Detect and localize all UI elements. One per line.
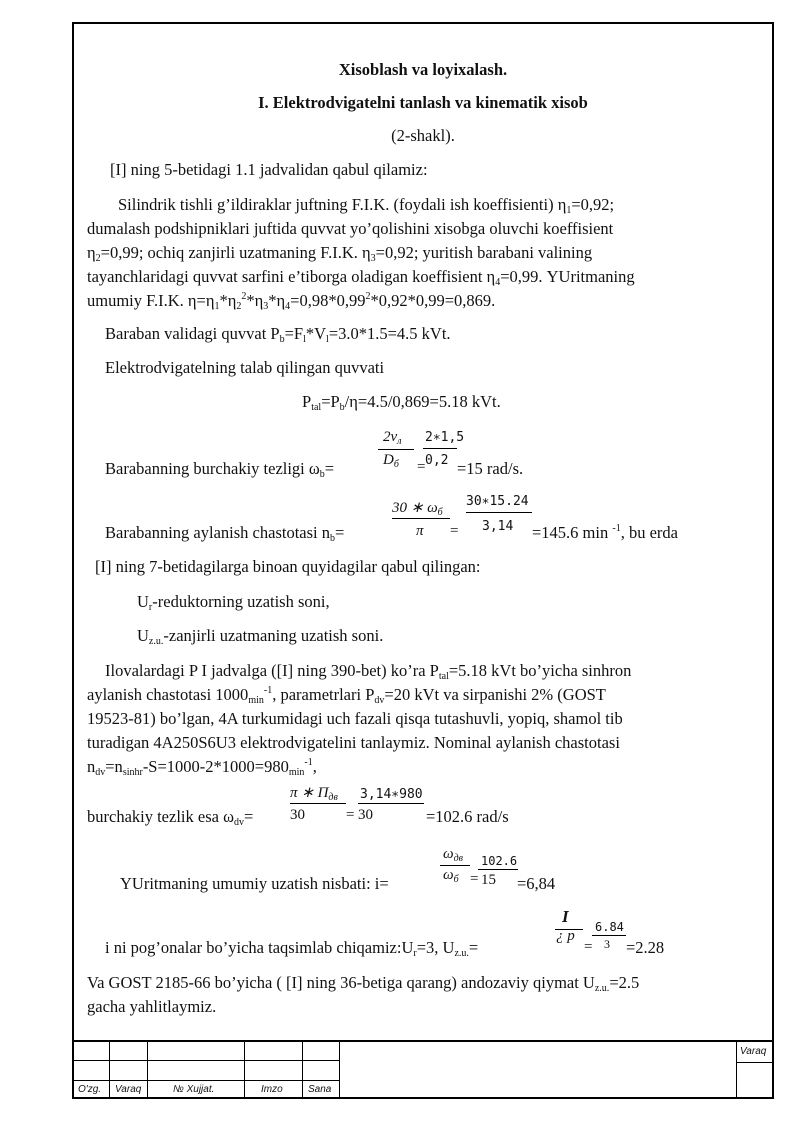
paragraph-10-line-1: Va GOST 2185-66 bo’yicha ( [I] ning 36-betiga qarang) andozaviy qiymat $U_{z.u.}=2.5$ xyxy=(87,973,640,994)
ratio-i-label: YUritmaning umumiy uzatish nisbati: i= xyxy=(120,874,389,893)
uzu-result: =2.28 xyxy=(626,938,665,957)
paragraph-10-line-2: gacha yahlitlaymiz. xyxy=(87,997,217,1016)
ratio-i-den1: $\omega_б$ xyxy=(443,867,459,885)
subtitle: I. Elektrodvigatelni tanlash va kinematik xisob xyxy=(258,93,588,112)
omega-b-den1: $D_б$ xyxy=(383,452,399,470)
stamp-row-line-1 xyxy=(72,1060,340,1061)
omega-b-num2: 2∗1,5 xyxy=(425,430,465,445)
paragraph-2-line-1: Silindrik tishli g’ildiraklar juftning F.I.K. (foydali ish koeffisienti) $\eta_1=0,92$; xyxy=(118,195,615,216)
stamp-label-ozg: O'zg. xyxy=(78,1084,102,1095)
stamp-label-imzo: Imzo xyxy=(261,1084,283,1095)
ratio-i-num1: $\omega_{дв}$ xyxy=(443,846,463,864)
omega-b-result: =15 rad/s. xyxy=(457,459,524,478)
paragraph-2-line-3: $\eta_2=0,99$; ochiq zanjirli uzatmaning F.I.K. $\eta_3=0,92$; yuritish barabani valining xyxy=(87,243,593,264)
equals-sign: = xyxy=(417,459,426,475)
omega-dv-fraction-line-2 xyxy=(358,803,424,804)
equals-sign-5: = xyxy=(584,939,593,955)
uzu-den2: 3 xyxy=(604,937,610,951)
uzu-label: i ni pog’onalar bo’yicha taqsimlab $chiqamiz:U_r=3$, $U_{z.u.}=$ xyxy=(105,938,479,959)
omega-dv-num1: π ∗ $П_{дв}$ xyxy=(290,785,338,803)
paragraph-8: $U_{z.u.}$-zanjirli uzatmaning uzatish soni. xyxy=(137,626,384,647)
ratio-i-result: =6,84 xyxy=(517,874,556,893)
omega-dv-label: burchakiy tezlik esa $\omega_{dv}=$ xyxy=(87,807,254,828)
stamp-label-varaq: Varaq xyxy=(115,1084,142,1095)
title-block xyxy=(72,1040,774,1099)
paragraph-4: Elektrodvigatelning talab qilingan quvvati xyxy=(105,358,385,377)
stamp-label-varaq-right: Varaq xyxy=(740,1046,767,1057)
omega-b-fraction-line-2 xyxy=(423,448,457,449)
omega-dv-num2: 3,14∗980 xyxy=(360,787,423,802)
title: Xisoblash va loyixalash. xyxy=(338,60,508,79)
omega-b-num1: $2v_л$ xyxy=(383,429,402,447)
nb-label: Barabanning aylanish chastotasi $n_b=$ xyxy=(105,523,345,544)
omega-dv-result: =102.6 rad/s xyxy=(426,807,509,826)
uzu-den1: ¿ p xyxy=(556,928,575,944)
omega-b-fraction-line-1 xyxy=(378,449,414,450)
nb-den2: 3,14 xyxy=(482,519,514,534)
stamp-row-line-2 xyxy=(72,1080,340,1081)
paragraph-2-line-2: dumalash podshipniklari juftida quvvat yo’qolishini xisobga oluvchi koeffisient xyxy=(87,219,614,238)
paragraph-2-line-5: umumiy F.I.K. $\eta=\eta_1*\eta_2^2*\eta_3*\eta_4=0,98*0,99^2*0,92*0,99=0,869$. xyxy=(87,291,496,312)
paragraph-9-line-1: Ilovalardagi P I jadvalga ([I] ning 390-bet) ko’ra $P_{tal}=5.18$ kVt bo’yicha sinhron xyxy=(105,661,632,682)
stamp-main-area xyxy=(340,1042,737,1099)
paragraph-1: [I] ning 5-betidagi 1.1 jadvalidan qabul qilamiz: xyxy=(110,160,428,179)
paragraph-6: [I] ning 7-betidagilarga binoan quyidagilar qabul qilingan: xyxy=(95,557,481,576)
stamp-label-xujjat: № Xujjat. xyxy=(173,1084,215,1095)
ratio-i-num2: 102.6 xyxy=(481,854,518,868)
paragraph-9-line-4: turadigan 4A250S6U3 elektrodvigatelini tanlaymiz. Nominal aylanish chastotasi xyxy=(87,733,620,752)
figure-ref: (2-shakl). xyxy=(391,126,455,145)
nb-fraction-line-1 xyxy=(392,518,450,519)
omega-dv-fraction-line-1 xyxy=(290,803,346,804)
paragraph-7: $U_r$-reduktorning uzatish soni, xyxy=(137,592,330,613)
equals-sign-3: = xyxy=(346,807,355,823)
uzu-num2: 6.84 xyxy=(595,920,624,934)
nb-num1: 30 ∗ $\omega_б$ xyxy=(392,500,443,518)
ratio-i-den2: 15 xyxy=(481,872,496,888)
omega-dv-den1: 30 xyxy=(290,807,305,823)
ratio-i-fraction-line-2 xyxy=(478,869,518,870)
uzu-num1: I xyxy=(562,907,569,926)
paragraph-3: Baraban validagi quvvat $P_b=F_l*V_l=3.0*1.5=4.5$ kVt. xyxy=(105,324,451,345)
omega-b-label: Barabanning burchakiy tezligi $\omega_b=$ xyxy=(105,459,335,480)
nb-fraction-line-2 xyxy=(466,512,532,513)
nb-result: =145.6 min $^{-1}$, bu erda xyxy=(532,523,678,542)
omega-dv-den2: 30 xyxy=(358,807,373,823)
omega-b-den2: 0,2 xyxy=(425,453,449,468)
stamp-varaq-divider xyxy=(737,1062,774,1063)
equals-sign-2: = xyxy=(450,523,459,539)
nb-den1: π xyxy=(416,523,424,539)
stamp-label-sana: Sana xyxy=(308,1084,332,1095)
equals-sign-4: = xyxy=(470,871,479,887)
paragraph-5: $P_{tal}=P_b/\eta=4.5/0,869=5.18$ kVt. xyxy=(302,392,501,413)
paragraph-9-line-2: aylanish chastotasi $1000_{min}^{-1}$, parametrlari $P_{dv}=20$ kVt va sirpanishi 2% (GOST xyxy=(87,685,606,706)
paragraph-9-line-3: 19523-81) bo’lgan, 4A turkumidagi uch fazali qisqa tutashuvli, yopiq, shamol tib xyxy=(87,709,623,728)
paragraph-9-line-5: $n_{dv}=n_{sinhr}-S=1000-2*1000=980_{min}^{-1}$, xyxy=(87,757,317,778)
paragraph-2-line-4: tayanchlaridagi quvvat sarfini e’tiborga oladigan koeffisient $\eta_4=0,99$. YUritmaning xyxy=(87,267,635,288)
nb-num2: 30∗15.24 xyxy=(466,494,529,509)
